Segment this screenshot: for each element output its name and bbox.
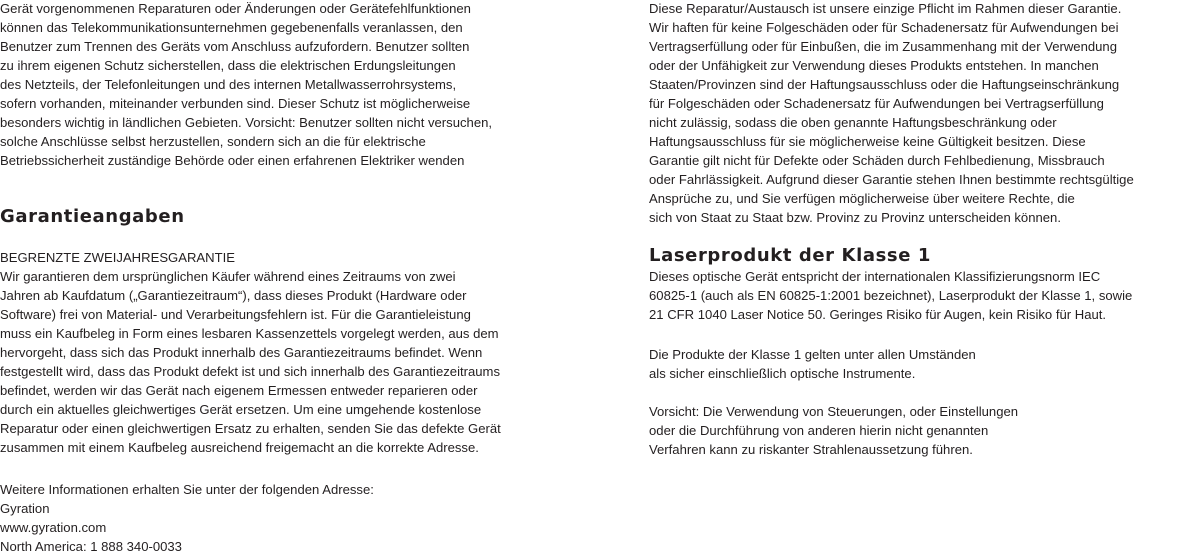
warranty-continuation-paragraph xyxy=(649,0,1134,227)
text-line: Vertragserfüllung oder für Einbußen, die im Zusammenhang mit der Verwendung xyxy=(649,39,1117,54)
text-line: Wir haften für keine Folgeschäden oder für Schadenersatz für Aufwendungen bei xyxy=(649,20,1119,35)
text-line: als sicher einschließlich optische Instrumente. xyxy=(649,366,916,381)
text-line: 21 CFR 1040 Laser Notice 50. Geringes Risiko für Augen, kein Risiko für Haut. xyxy=(649,307,1107,322)
warranty-paragraph xyxy=(0,248,501,457)
text-line: Vorsicht: Die Verwendung von Steuerungen, oder Einstellungen xyxy=(649,404,1019,419)
laser-paragraph xyxy=(649,267,1132,324)
contact-paragraph xyxy=(0,480,374,556)
caution-paragraph xyxy=(649,402,1018,459)
text-line: Ansprüche zu, und Sie verfügen möglicherweise über weitere Rechte, die xyxy=(649,191,1075,206)
text-line: Diese Reparatur/Austausch ist unsere einzige Pflicht im Rahmen dieser Garantie. xyxy=(649,1,1122,16)
warranty-heading: Garantieangaben xyxy=(0,206,185,227)
text-line: besonders wichtig in ländlichen Gebieten. Vorsicht: Benutzer sollten nicht versuchen, xyxy=(0,115,493,130)
text-line: Die Produkte der Klasse 1 gelten unter allen Umständen xyxy=(649,347,976,362)
text-line: festgestellt wird, dass das Produkt defekt ist und sich innerhalb des Garantiezeitraums xyxy=(0,364,500,379)
text-line: Reparatur oder einen gleichwertigen Ersatz zu erhalten, senden Sie das defekte Gerät xyxy=(0,421,501,436)
phone-number: North America: 1 888 340-0033 xyxy=(0,539,182,554)
website-link[interactable]: www.gyration.com xyxy=(0,520,107,535)
text-line: oder Fahrlässigkeit. Aufgrund dieser Garantie stehen Ihnen bestimmte rechtsgültige xyxy=(649,172,1134,187)
text-line: Staaten/Provinzen sind der Haftungsausschluss oder die Haftungseinschränkung xyxy=(649,77,1120,92)
text-line: hervorgeht, dass sich das Produkt innerhalb des Garantiezeitraums befindet. Wenn xyxy=(0,345,483,360)
text-line: durch ein aktuelles gleichwertiges Gerät ersetzen. Um eine umgehende kostenlose xyxy=(0,402,482,417)
text-line: Garantie gilt nicht für Defekte oder Schäden durch Fehlbedienung, Missbrauch xyxy=(649,153,1105,168)
text-line: sich von Staat zu Staat bzw. Provinz zu Provinz unterscheiden können. xyxy=(649,210,1061,225)
text-line: Wir garantieren dem ursprünglichen Käufer während eines Zeitraums von zwei xyxy=(0,269,456,284)
text-line: Gerät vorgenommenen Reparaturen oder Änderungen oder Gerätefehlfunktionen xyxy=(0,1,471,16)
company-name: Gyration xyxy=(0,501,50,516)
text-line: Benutzer zum Trennen des Geräts vom Anschluss aufzufordern. Benutzer sollten xyxy=(0,39,470,54)
text-line: oder die Durchführung von anderen hierin nicht genannten xyxy=(649,423,989,438)
text-line: nicht zulässig, sodass die oben genannte Haftungsbeschränkung oder xyxy=(649,115,1057,130)
text-line: Jahren ab Kaufdatum („Garantiezeitraum“), dass dieses Produkt (Hardware oder xyxy=(0,288,467,303)
text-line: können das Telekommunikationsunternehmen gegebenenfalls veranlassen, den xyxy=(0,20,463,35)
text-line: 60825-1 (auch als EN 60825-1:2001 bezeichnet), Laserprodukt der Klasse 1, sowie xyxy=(649,288,1133,303)
text-line: muss ein Kaufbeleg in Form eines lesbaren Kassenzettels vorgelegt werden, aus dem xyxy=(0,326,499,341)
text-line: BEGRENZTE ZWEIJAHRESGARANTIE xyxy=(0,250,235,265)
text-line: zusammen mit einem Kaufbeleg ausreichend freigemacht an die korrekte Adresse. xyxy=(0,440,479,455)
text-line: des Netzteils, der Telefonleitungen und des internen Metallwasserrohrsystems, xyxy=(0,77,457,92)
text-line: für Folgeschäden oder Schadenersatz für Aufwendungen bei Vertragserfüllung xyxy=(649,96,1104,111)
text-line: Verfahren kann zu riskanter Strahlenaussetzung führen. xyxy=(649,442,973,457)
text-line: zu ihrem eigenen Schutz sicherstellen, dass die elektrischen Erdungsleitungen xyxy=(0,58,456,73)
text-line: sofern vorhanden, miteinander verbunden sind. Dieser Schutz ist möglicherweise xyxy=(0,96,471,111)
intro-paragraph xyxy=(0,0,492,170)
text-line: Software) frei von Material- und Verarbeitungsfehlern ist. Für die Garantieleistung xyxy=(0,307,471,322)
text-line: Dieses optische Gerät entspricht der internationalen Klassifizierungsnorm IEC xyxy=(649,269,1101,284)
text-line: Weitere Informationen erhalten Sie unter der folgenden Adresse: xyxy=(0,482,374,497)
laser-heading: Laserprodukt der Klasse 1 xyxy=(649,245,932,266)
text-line: Betriebssicherheit zuständige Behörde oder einen erfahrenen Elektriker wenden xyxy=(0,153,465,168)
text-line: befindet, werden wir das Gerät nach eigenem Ermessen entweder reparieren oder xyxy=(0,383,478,398)
text-line: oder der Unfähigkeit zur Verwendung dieses Produkts entstehen. In manchen xyxy=(649,58,1099,73)
text-line: Haftungsausschluss für sie möglicherweise keine Gültigkeit besitzen. Diese xyxy=(649,134,1086,149)
class1-paragraph xyxy=(649,345,976,383)
text-line: solche Anschlüsse selbst herzustellen, sondern sich an die für elektrische xyxy=(0,134,426,149)
